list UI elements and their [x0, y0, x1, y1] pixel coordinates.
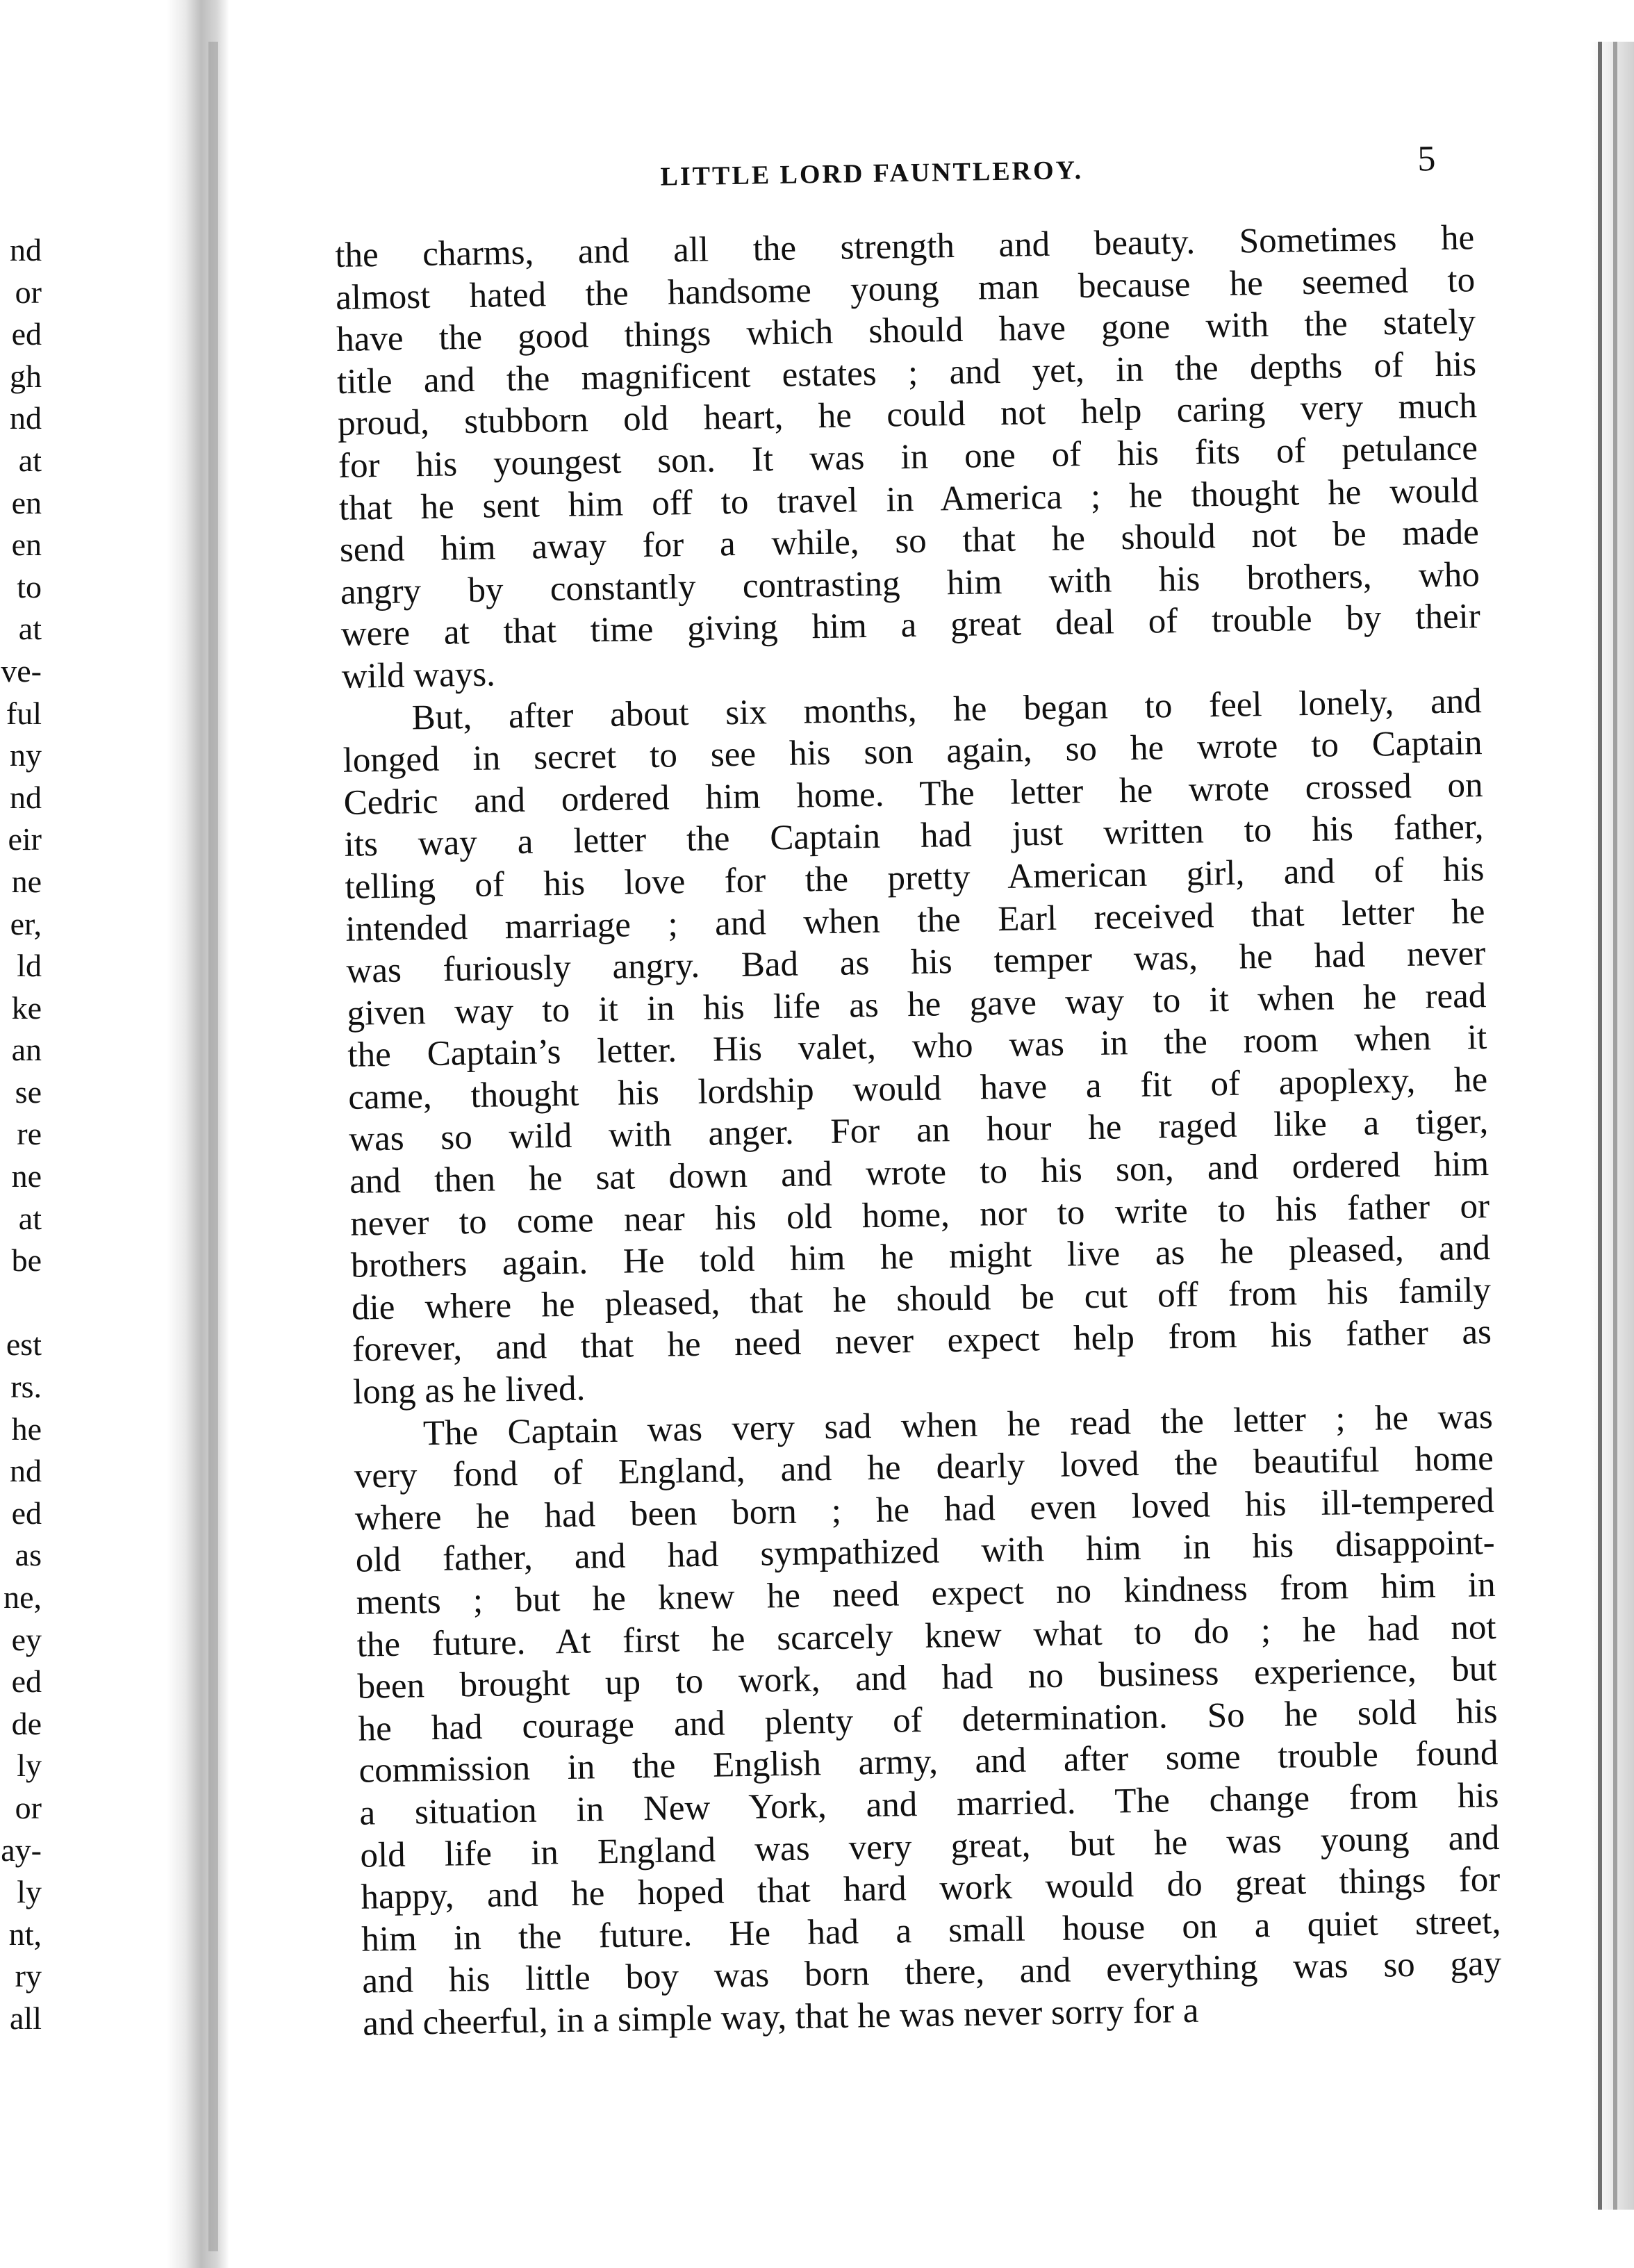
text-line: have the good things which should have gone with the stately [336, 302, 1476, 360]
text-line: its way a letter the Captain had just written to his father, [344, 807, 1484, 865]
facing-page-text: ny [10, 737, 42, 773]
text-line: came, thought his lordship would have a fit of apoplexy, he [347, 1060, 1488, 1117]
facing-page-fragment [0, 229, 42, 2040]
facing-page-text: en [11, 527, 42, 563]
facing-page-text: re [17, 1116, 42, 1152]
text-line: intended marriage ; and when the Earl received that letter he [345, 891, 1485, 949]
facing-page-text: ed [11, 1495, 42, 1531]
text-line: happy, and he hoped that hard work would do great things for [361, 1860, 1501, 1917]
text-line: he had courage and plenty of determination. So he sold his [358, 1691, 1498, 1749]
text-line: given way to it in his life as he gave way to it when he read [347, 976, 1487, 1033]
page-edge-line [1598, 42, 1602, 2210]
text-line: and cheerful, in a simple way, that he was never sorry for a [362, 1991, 1199, 2044]
paragraph [335, 217, 1481, 698]
facing-page-text: at [18, 1200, 42, 1236]
text-line: forever, and that he need never expect help from his father as [352, 1313, 1492, 1370]
facing-page-text: ne [11, 1158, 42, 1194]
text-line: the future. At first he scarcely knew what to do ; he had not [356, 1607, 1496, 1665]
facing-page-text: or [15, 274, 42, 310]
facing-page-text: be [11, 1242, 42, 1279]
text-line: for his youngest son. It was in one of his fits of petulance [338, 429, 1478, 486]
facing-page-text: ly [17, 1874, 42, 1910]
facing-page-text: ey [11, 1621, 42, 1657]
text-line: almost hated the handsome young man because he seemed to [335, 260, 1476, 318]
facing-page-text: at [18, 442, 42, 478]
facing-page-text: he [11, 1411, 42, 1447]
text-line: never to come near his old home, nor to write to his father or [349, 1186, 1490, 1244]
text-line: very fond of England, and he dearly loved the beautiful home [354, 1439, 1494, 1496]
text-line: angry by constantly contrasting him with his brothers, who [340, 554, 1480, 612]
facing-page-text: gh [10, 358, 42, 394]
text-line: him in the future. He had a small house on a quiet street, [361, 1902, 1501, 1959]
facing-page-text: ful [6, 695, 42, 731]
paragraph [354, 1396, 1503, 2046]
text-line: title and the magnificent estates ; and yet, in the depths of his [336, 344, 1477, 402]
facing-page-text: to [17, 568, 42, 605]
text-line: long as he lived. [352, 1369, 586, 1412]
page-edge-line [1613, 42, 1617, 2210]
facing-page-text: ly [17, 1748, 42, 1784]
text-line: the charms, and all the strength and beauty. Sometimes he [334, 218, 1475, 275]
text-line: die where he pleased, that he should be cut off from his family [351, 1270, 1492, 1328]
facing-page-text: de [11, 1705, 42, 1741]
facing-page-text: ke [11, 989, 42, 1026]
facing-page-text: se [15, 1074, 42, 1110]
text-line: But, after about six months, he began to feel lonely, and [411, 681, 1483, 737]
text-line: was furiously angry. Bad as his temper was, he had never [346, 934, 1486, 991]
facing-page-text: at [18, 611, 42, 647]
text-line: wild ways. [341, 655, 496, 696]
text-line: where he had been born ; he had even loved his ill-tempered [354, 1481, 1495, 1538]
page-number: 5 [1417, 139, 1436, 179]
facing-page-text: ne, [3, 1579, 42, 1615]
facing-page-text: ay- [1, 1832, 42, 1868]
facing-page-text: nd [10, 1453, 42, 1489]
text-line: a situation in New York, and married. The change from his [359, 1775, 1499, 1833]
body-text [335, 217, 1503, 2045]
text-line: old life in England was very great, but he was young and [360, 1818, 1500, 1875]
text-line: been brought up to work, and had no business experience, but [357, 1650, 1497, 1707]
facing-page-text: nt, [8, 1916, 42, 1952]
book-page [333, 135, 1503, 2045]
facing-page-text: ry [15, 1958, 42, 1994]
facing-page-text: ed [11, 316, 42, 352]
text-line: were at that time giving him a great deal of trouble by their [340, 597, 1481, 655]
facing-page-text: ed [11, 1663, 42, 1700]
text-line: the Captain’s letter. His valet, who was in the room when it [347, 1018, 1487, 1076]
text-line: longed in secret to see his son again, so he wrote to Captain [343, 723, 1483, 781]
facing-page-text: an [11, 1032, 42, 1068]
text-line: old father, and had sympathized with him in his disappoint- [355, 1523, 1496, 1581]
text-line: was so wild with anger. For an hour he raged like a tiger, [348, 1102, 1489, 1160]
facing-page-text: or [15, 1789, 42, 1825]
running-head [333, 135, 1474, 208]
facing-page-text: ve- [1, 652, 42, 689]
facing-page-text [0, 1282, 42, 1324]
text-line: send him away for a while, so that he should not be made [339, 513, 1480, 570]
facing-page-text: as [15, 1537, 42, 1573]
facing-page-text: nd [10, 232, 42, 268]
facing-page-text: ld [17, 948, 42, 984]
facing-page-text: eir [8, 821, 42, 857]
facing-page-text: all [10, 2000, 42, 2036]
facing-page-text: en [11, 484, 42, 520]
facing-page-text: est [6, 1326, 42, 1363]
facing-page-text: er, [10, 905, 42, 942]
text-line: and his little boy was born there, and everything was so gay [361, 1944, 1502, 2002]
text-line: and then he sat down and wrote to his son, and ordered him [349, 1144, 1489, 1201]
book-gutter-shadow [167, 0, 229, 2268]
gutter-fold [208, 42, 218, 2251]
text-line: telling of his love for the pretty American girl, and of his [345, 850, 1485, 907]
text-line: brothers again. He told him he might live as he pleased, and [350, 1228, 1491, 1286]
text-line: The Captain was very sad when he read the letter ; he was [422, 1397, 1494, 1453]
facing-page-text: nd [10, 400, 42, 436]
text-line: Cedric and ordered him home. The letter he wrote crossed on [343, 765, 1483, 823]
text-line: ments ; but he knew he need expect no kindness from him in [356, 1565, 1496, 1622]
text-line: proud, stubborn old heart, he could not help caring very much [337, 386, 1478, 444]
text-line: that he sent him off to travel in America ; he thought he would [338, 470, 1479, 528]
running-title: LITTLE LORD FAUNTLEROY. [660, 156, 1084, 192]
facing-page-text: nd [10, 779, 42, 815]
text-line: commission in the English army, and after some trouble found [358, 1734, 1499, 1791]
facing-page-text: ne [11, 863, 42, 899]
facing-page-text: rs. [10, 1369, 42, 1405]
paragraph [342, 680, 1492, 1414]
